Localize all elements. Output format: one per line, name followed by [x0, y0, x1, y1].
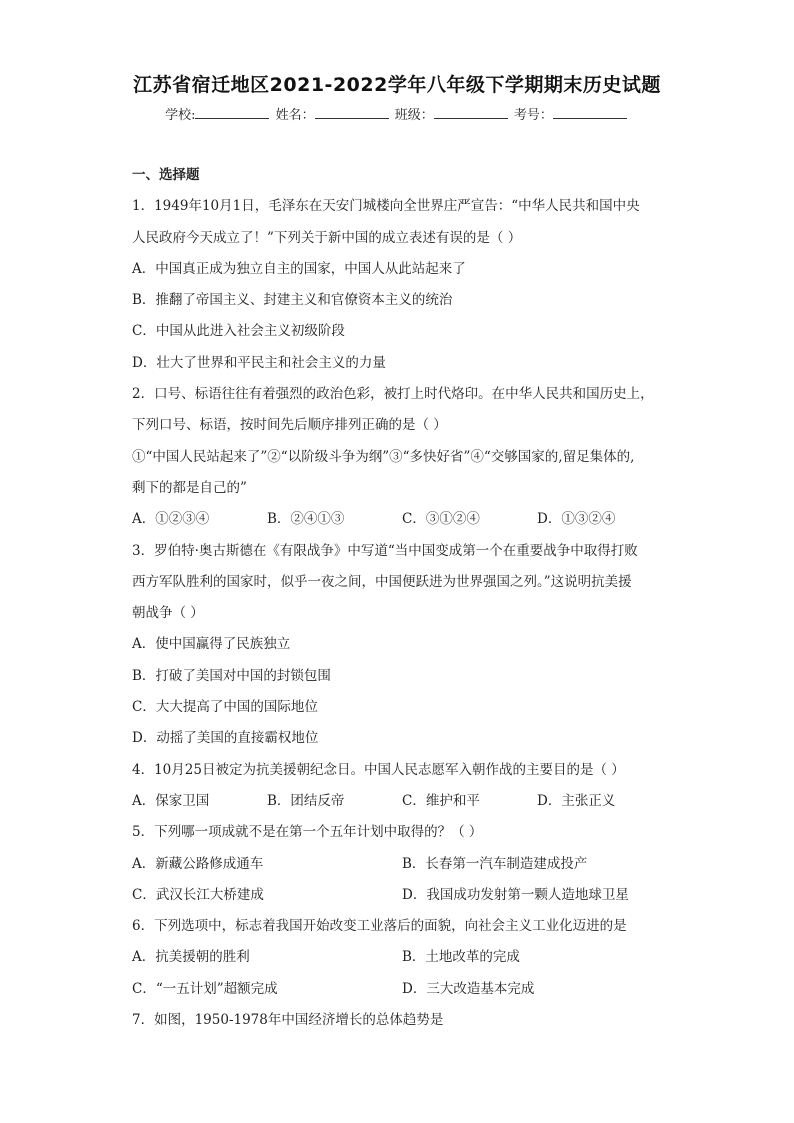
- option-a[interactable]: A．抗美援朝的胜利: [132, 949, 250, 966]
- question-text: ①“中国人民站起来了”②“以阶级斗争为纲”③“多快好省”④“交够国家的,留足集体的,: [132, 448, 635, 465]
- questions-area: [132, 160, 672, 1036]
- option-b[interactable]: B．推翻了帝国主义、封建主义和官僚资本主义的统治: [132, 292, 453, 309]
- option-d[interactable]: D．三大改造基本完成: [402, 980, 535, 997]
- option-c[interactable]: C．大大提高了中国的国际地位: [132, 699, 318, 716]
- option-c[interactable]: C．武汉长江大桥建成: [132, 886, 264, 903]
- option-a[interactable]: A．使中国赢得了民族独立: [132, 636, 291, 653]
- name-label: 姓名：: [275, 108, 315, 123]
- option-c[interactable]: C．③①②④: [402, 511, 480, 528]
- school-blank[interactable]: [195, 106, 269, 119]
- options-row: [132, 974, 672, 1005]
- question-4: [132, 755, 672, 818]
- option-a[interactable]: A．中国真正成为独立自主的国家，中国人从此站起来了: [132, 260, 466, 277]
- question-text: 1．1949年10月1日，毛泽东在天安门城楼向全世界庄严宣告：“中华人民共和国中央: [132, 198, 640, 215]
- option-c[interactable]: C．中国从此进入社会主义初级阶段: [132, 323, 345, 340]
- option-d[interactable]: D．①③②④: [537, 511, 616, 528]
- student-info-row: [0, 104, 794, 123]
- question-text: 下列口号、标语，按时间先后顺序排列正确的是（ ）: [132, 417, 447, 434]
- section-heading: 一、选择题: [132, 167, 200, 183]
- options-row: [132, 504, 672, 535]
- option-d[interactable]: D．我国成功发射第一颗人造地球卫星: [402, 886, 629, 903]
- option-d[interactable]: D．动摇了美国的直接霸权地位: [132, 730, 319, 747]
- question-text: 剩下的都是自己的”: [132, 479, 247, 496]
- option-a[interactable]: A．①②③④: [132, 511, 210, 528]
- option-b[interactable]: B．打破了美国对中国的封锁包围: [132, 667, 331, 684]
- question-text: 3．罗伯特·奥古斯德在《有限战争》中写道“当中国变成第一个在重要战争中取得打败: [132, 542, 638, 559]
- option-b[interactable]: B．土地改革的完成: [402, 949, 520, 966]
- option-d[interactable]: D．主张正义: [537, 792, 616, 809]
- options-row: [132, 786, 672, 817]
- option-b[interactable]: B．长春第一汽车制造建成投产: [402, 855, 588, 872]
- options-row: [132, 880, 672, 911]
- question-text: 西方军队胜利的国家时，似乎一夜之间，中国便跃进为世界强国之列。”这说明抗美援: [132, 573, 632, 590]
- options-row: [132, 849, 672, 880]
- question-text: 4．10月25日被定为抗美援朝纪念日。中国人民志愿军入朝作战的主要目的是（ ）: [132, 761, 625, 778]
- option-b[interactable]: B．②④①③: [267, 511, 345, 528]
- class-blank[interactable]: [434, 106, 508, 119]
- question-text: 7．如图，1950-1978年中国经济增长的总体趋势是: [132, 1012, 444, 1029]
- question-text: 2．口号、标语往往有着强烈的政治色彩，被打上时代烙印。在中华人民共和国历史上，: [132, 386, 654, 403]
- number-blank[interactable]: [553, 106, 627, 119]
- option-c[interactable]: C．“一五计划”超额完成: [132, 980, 278, 997]
- options-row: [132, 942, 672, 973]
- option-c[interactable]: C．维护和平: [402, 792, 480, 809]
- question-1: [132, 191, 672, 379]
- question-text: 5．下列哪一项成就不是在第一个五年计划中取得的？（ ）: [132, 824, 483, 841]
- question-3: [132, 536, 672, 755]
- page-title: 江苏省宿迁地区2021-2022学年八年级下学期期末历史试题: [133, 74, 661, 96]
- number-label: 考号：: [513, 108, 553, 123]
- question-text: 朝战争（ ）: [132, 605, 204, 622]
- option-d[interactable]: D．壮大了世界和平民主和社会主义的力量: [132, 354, 386, 371]
- question-text: 人民政府今天成立了！”下列关于新中国的成立表述有误的是（ ）: [132, 229, 522, 246]
- option-a[interactable]: A．新藏公路修成通车: [132, 855, 264, 872]
- question-7: [132, 1005, 672, 1036]
- question-text: 6．下列选项中，标志着我国开始改变工业落后的面貌，向社会主义工业化迈进的是: [132, 918, 627, 935]
- option-b[interactable]: B．团结反帝: [267, 792, 345, 809]
- school-label: 学校:: [165, 108, 196, 123]
- question-5: [132, 817, 672, 911]
- class-label: 班级：: [394, 108, 434, 123]
- option-a[interactable]: A．保家卫国: [132, 792, 210, 809]
- question-6: [132, 911, 672, 1005]
- name-blank[interactable]: [315, 106, 389, 119]
- question-2: [132, 379, 672, 535]
